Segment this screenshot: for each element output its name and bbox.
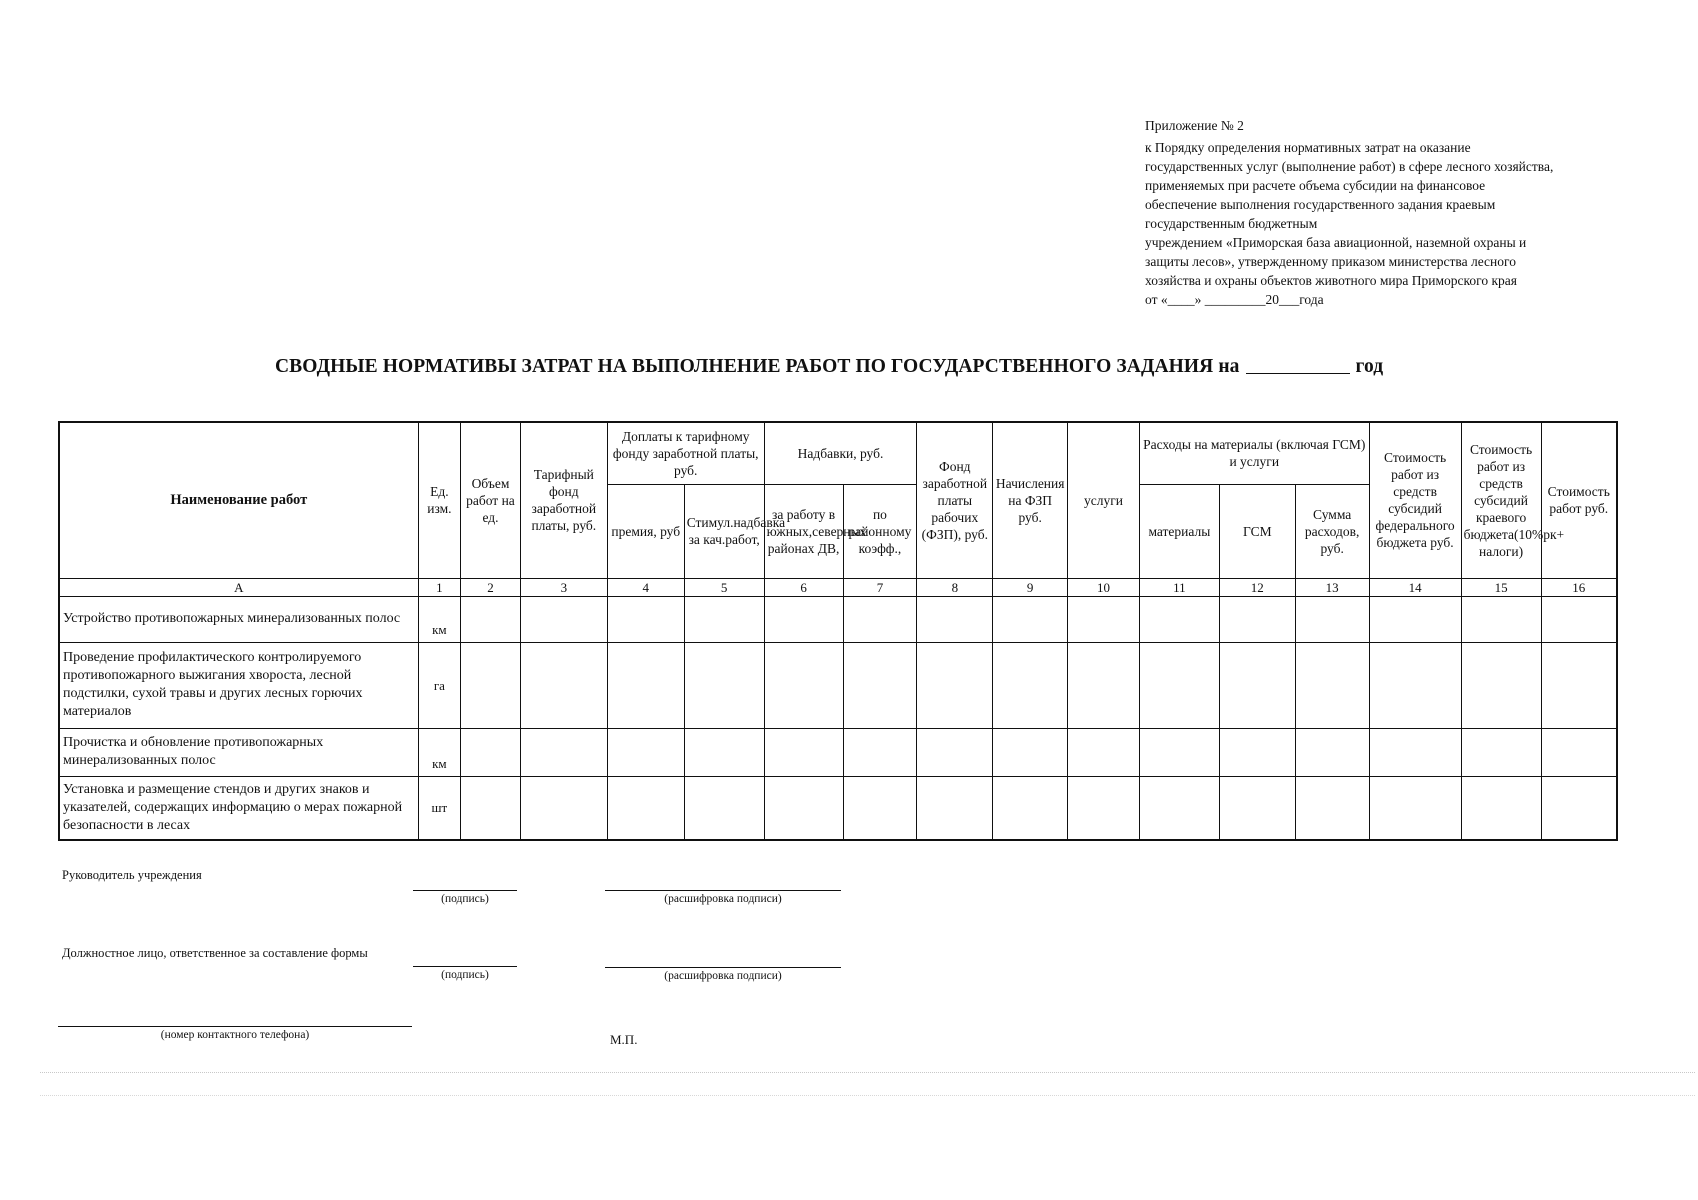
data-cell[interactable]: [1461, 776, 1541, 840]
column-number: 6: [764, 578, 843, 596]
data-cell[interactable]: [1295, 776, 1369, 840]
data-cell[interactable]: [917, 776, 993, 840]
header-unit: Ед. изм.: [418, 422, 460, 578]
data-cell[interactable]: [684, 776, 764, 840]
data-cell[interactable]: [993, 596, 1068, 642]
table-row: [59, 728, 1617, 776]
data-cell[interactable]: [1541, 596, 1617, 642]
data-cell[interactable]: [684, 596, 764, 642]
data-cell[interactable]: [461, 776, 521, 840]
appendix-line: учреждением «Приморская база авиационной, наземной охраны и: [1145, 235, 1527, 250]
scan-artifact-divider: [40, 1072, 1695, 1096]
decode-caption: (расшифровка подписи): [664, 893, 782, 905]
header-payroll: Фонд заработной платы рабочих (ФЗП), руб.: [917, 422, 993, 578]
header-allowances-group: Надбавки, руб.: [764, 422, 917, 484]
header-services: услуги: [1068, 422, 1140, 578]
column-number: 2: [461, 578, 521, 596]
stamp-place: М.П.: [610, 1032, 638, 1047]
data-cell[interactable]: [764, 728, 843, 776]
data-cell[interactable]: [764, 596, 843, 642]
responsible-official-label: Должностное лицо, ответственное за составление формы: [62, 946, 368, 960]
header-stimul: Стимул.надбавка за кач.работ,: [684, 484, 764, 578]
column-number: 10: [1068, 578, 1140, 596]
phone-caption: (номер контактного телефона): [160, 1029, 310, 1041]
data-cell[interactable]: [1369, 776, 1461, 840]
column-number: А: [59, 578, 418, 596]
official-decode-line[interactable]: [605, 967, 841, 968]
appendix-line: применяемых при расчете объема субсидии на финансовое: [1145, 178, 1486, 193]
data-cell[interactable]: [993, 642, 1068, 728]
work-name: Устройство противопожарных минерализованных полос: [59, 596, 418, 642]
column-number: 14: [1369, 578, 1461, 596]
data-cell[interactable]: [461, 728, 521, 776]
head-of-institution-label: Руководитель учреждения: [62, 868, 202, 882]
data-cell[interactable]: [764, 642, 843, 728]
header-regional: Стоимость работ из средств субсидий краевого бюджета(10%рк+ налоги): [1461, 422, 1541, 578]
appendix-line: к Порядку определения нормативных затрат на оказание: [1145, 140, 1471, 155]
table-row: [59, 776, 1617, 840]
column-number: 13: [1295, 578, 1369, 596]
appendix-line: хозяйства и охраны объектов животного мира Приморского края: [1145, 273, 1517, 288]
header-district: по районному коэфф.,: [843, 484, 917, 578]
work-unit: км: [418, 596, 460, 642]
signature-caption: (подпись): [441, 969, 489, 981]
data-cell[interactable]: [1369, 596, 1461, 642]
column-number: 16: [1541, 578, 1617, 596]
column-number: 11: [1139, 578, 1219, 596]
header-accruals: Начисления на ФЗП руб.: [993, 422, 1068, 578]
data-cell[interactable]: [1219, 596, 1295, 642]
cost-norms-table: [58, 421, 1618, 841]
header-total-expenses: Сумма расходов, руб.: [1295, 484, 1369, 578]
appendix-block: [1145, 116, 1665, 309]
data-cell[interactable]: [461, 596, 521, 642]
work-name: Прочистка и обновление противопожарных минерализованных полос: [59, 728, 418, 776]
data-cell[interactable]: [843, 728, 917, 776]
data-cell[interactable]: [1295, 642, 1369, 728]
data-cell[interactable]: [1295, 728, 1369, 776]
data-cell[interactable]: [607, 596, 684, 642]
data-cell[interactable]: [1541, 776, 1617, 840]
data-cell[interactable]: [1461, 642, 1541, 728]
data-cell[interactable]: [1219, 728, 1295, 776]
data-cell[interactable]: [993, 728, 1068, 776]
header-federal: Стоимость работ из средств субсидий федерального бюджета руб.: [1369, 422, 1461, 578]
data-cell[interactable]: [1295, 596, 1369, 642]
decode-caption: (расшифровка подписи): [664, 970, 782, 982]
data-cell[interactable]: [1219, 776, 1295, 840]
official-signature-line[interactable]: [413, 966, 517, 967]
appendix-line: защиты лесов», утвержденному приказом министерства лесного: [1145, 254, 1516, 269]
column-number: 7: [843, 578, 917, 596]
work-unit: га: [418, 642, 460, 728]
data-cell[interactable]: [607, 728, 684, 776]
data-cell[interactable]: [461, 642, 521, 728]
header-volume: Объем работ на ед.: [461, 422, 521, 578]
data-cell[interactable]: [607, 642, 684, 728]
data-cell[interactable]: [1369, 642, 1461, 728]
work-name: Установка и размещение стендов и других знаков и указателей, содержащих информацию о мерах пожарной безопасности в лесах: [59, 776, 418, 840]
data-cell[interactable]: [993, 776, 1068, 840]
data-cell[interactable]: [917, 728, 993, 776]
appendix-title: Приложение № 2: [1145, 118, 1244, 133]
appendix-date-line: от «____» _________20___года: [1145, 292, 1324, 307]
column-number: 4: [607, 578, 684, 596]
header-tariff: Тарифный фонд заработной платы, руб.: [520, 422, 607, 578]
column-number: 15: [1461, 578, 1541, 596]
document-title-text: СВОДНЫЕ НОРМАТИВЫ ЗАТРАТ НА ВЫПОЛНЕНИЕ РАБОТ ПО ГОСУДАРСТВЕННОГО ЗАДАНИЯ на: [275, 356, 1240, 377]
header-fuel: ГСМ: [1219, 484, 1295, 578]
work-name: Проведение профилактического контролируемого противопожарного выжигания хвороста, лесной подстилки, сухой травы и других лесных горючих материалов: [59, 642, 418, 728]
header-materials-group: Расходы на материалы (включая ГСМ) и услуги: [1139, 422, 1369, 484]
column-number: 3: [520, 578, 607, 596]
data-cell[interactable]: [917, 642, 993, 728]
data-cell[interactable]: [1139, 776, 1219, 840]
document-title-suffix: год: [1355, 356, 1384, 377]
table-row: [59, 596, 1617, 642]
data-cell[interactable]: [1068, 728, 1140, 776]
appendix-line: обеспечение выполнения государственного задания краевым: [1145, 197, 1496, 212]
data-cell[interactable]: [1068, 596, 1140, 642]
data-cell[interactable]: [843, 596, 917, 642]
data-cell[interactable]: [1369, 728, 1461, 776]
work-unit: шт: [418, 776, 460, 840]
data-cell[interactable]: [520, 596, 607, 642]
data-cell[interactable]: [520, 642, 607, 728]
data-cell[interactable]: [520, 776, 607, 840]
data-cell[interactable]: [607, 776, 684, 840]
work-unit: км: [418, 728, 460, 776]
signature-caption: (подпись): [441, 893, 489, 905]
data-cell[interactable]: [843, 642, 917, 728]
header-name: Наименование работ: [59, 422, 418, 578]
data-cell[interactable]: [1139, 728, 1219, 776]
header-north: за работу в южных,северных районах ДВ,: [764, 484, 843, 578]
year-blank-field[interactable]: [1246, 355, 1350, 374]
column-number: 1: [418, 578, 460, 596]
data-cell[interactable]: [1139, 642, 1219, 728]
data-cell[interactable]: [684, 642, 764, 728]
data-cell[interactable]: [1139, 596, 1219, 642]
head-signature-line[interactable]: [413, 890, 517, 891]
header-bonus: премия, руб: [607, 484, 684, 578]
data-cell[interactable]: [917, 596, 993, 642]
header-materials: материалы: [1139, 484, 1219, 578]
appendix-line: государственным бюджетным: [1145, 216, 1318, 231]
data-cell[interactable]: [1541, 642, 1617, 728]
data-cell[interactable]: [1068, 642, 1140, 728]
phone-line[interactable]: [58, 1026, 412, 1027]
head-decode-line[interactable]: [605, 890, 841, 891]
data-cell[interactable]: [1219, 642, 1295, 728]
header-cost: Стоимость работ руб.: [1541, 422, 1617, 578]
column-number: 5: [684, 578, 764, 596]
data-cell[interactable]: [1068, 776, 1140, 840]
data-cell[interactable]: [1541, 728, 1617, 776]
data-cell[interactable]: [764, 776, 843, 840]
column-number: 9: [993, 578, 1068, 596]
data-cell[interactable]: [1461, 596, 1541, 642]
data-cell[interactable]: [843, 776, 917, 840]
header-surcharges-group: Доплаты к тарифному фонду заработной платы, руб.: [607, 422, 764, 484]
document-title: [275, 355, 1435, 378]
data-cell[interactable]: [520, 728, 607, 776]
table-row: [59, 642, 1617, 728]
column-number: 8: [917, 578, 993, 596]
data-cell[interactable]: [684, 728, 764, 776]
data-cell[interactable]: [1461, 728, 1541, 776]
column-number: 12: [1219, 578, 1295, 596]
appendix-line: государственных услуг (выполнение работ) в сфере лесного хозяйства,: [1145, 159, 1554, 174]
